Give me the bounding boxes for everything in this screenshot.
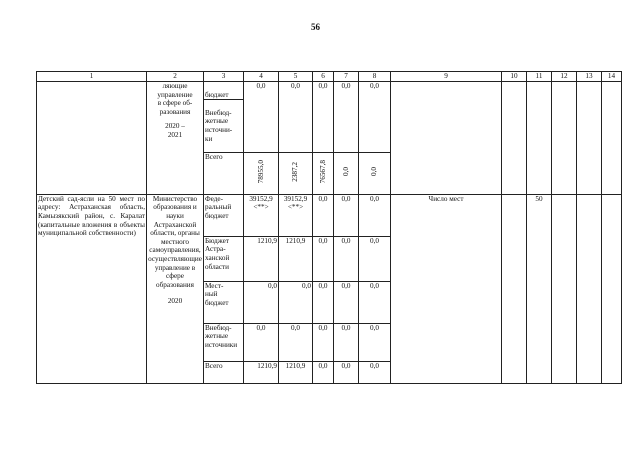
value-col8: 0,0	[359, 361, 391, 383]
value-col8: 0,0	[359, 194, 391, 236]
object-executor-cell	[147, 194, 204, 383]
cont-executor-line: ляющие	[162, 82, 188, 90]
cont-budget-tail: бюджет	[204, 91, 243, 101]
cont-row-offbudget	[37, 82, 622, 153]
cont-v7: 0,0	[334, 82, 359, 153]
cont-v6: 0,0	[313, 82, 334, 153]
value-col4: 1210,9	[244, 361, 279, 383]
cont-v5: 2387,2	[291, 162, 300, 182]
col-header: 1	[37, 72, 147, 82]
indicator-label: Число мест	[391, 194, 502, 383]
value-col8: 0,0	[359, 323, 391, 361]
value-col4: 39152,9 <**>	[244, 194, 279, 236]
cont-executor-line: в сфере об-	[157, 99, 193, 108]
col-header: 10	[502, 72, 527, 82]
obj-row-federal	[37, 194, 622, 236]
object-executor: Министерство образования и науки Астраханской области, органы местного самоуправления, осуществляющие управление в сфере образования	[148, 194, 202, 289]
value-col7: 0,0	[334, 236, 359, 281]
col-header: 14	[602, 72, 622, 82]
cont-v4: 0,0	[244, 82, 279, 153]
value-col5: 0,0	[279, 281, 313, 323]
col-header: 2	[147, 72, 204, 82]
col-header: 8	[359, 72, 391, 82]
col-header: 11	[527, 72, 552, 82]
cont-indicator-cell	[391, 82, 502, 195]
value-col5: 1210,9	[279, 236, 313, 281]
source-label: Бюджет Астра- ханской области	[204, 236, 244, 281]
cont-name-cell	[37, 82, 147, 195]
value-col4: 0,0	[244, 281, 279, 323]
cont-empty	[502, 82, 527, 195]
source-label: Внебюд- жетные источники	[204, 323, 244, 361]
cont-years: 2020 – 2021	[165, 122, 185, 139]
cont-source: Внебюд- жетные источни- ки	[205, 108, 233, 143]
value-col6: 0,0	[313, 281, 334, 323]
value-col5: 1210,9	[279, 361, 313, 383]
value-col7: 0,0	[334, 281, 359, 323]
source-label: Всего	[204, 361, 244, 383]
cont-v6: 76567,8	[318, 160, 327, 184]
col-header: 7	[334, 72, 359, 82]
col-header: 3	[204, 72, 244, 82]
col14-empty	[602, 194, 622, 383]
program-table	[36, 71, 622, 384]
value-col6: 0,0	[313, 236, 334, 281]
col-header: 12	[552, 72, 577, 82]
col-header: 6	[313, 72, 334, 82]
value-col8: 0,0	[359, 236, 391, 281]
col10-empty	[502, 194, 527, 383]
cont-executor-line: разования	[159, 107, 191, 116]
cont-empty	[552, 82, 577, 195]
value-col8: 0,0	[359, 281, 391, 323]
value-col7: 0,0	[334, 323, 359, 361]
col-header: 9	[391, 72, 502, 82]
col12-empty	[552, 194, 577, 383]
cont-v4: 78955,0	[256, 160, 265, 184]
col-header: 5	[279, 72, 313, 82]
value-col5: 39152,9 <**>	[279, 194, 313, 236]
cont-v7: 0,0	[341, 167, 350, 177]
value-col7: 0,0	[334, 194, 359, 236]
cont-empty	[602, 82, 622, 195]
col13-empty	[577, 194, 602, 383]
object-year: 2020	[167, 297, 183, 306]
indicator-value: 50	[527, 194, 552, 383]
value-col7: 0,0	[334, 361, 359, 383]
value-col6: 0,0	[313, 323, 334, 361]
object-name: Детский сад-ясли на 50 мест по адресу: Астраханская область, Камызякский район, с. Каралат (капитальные вложения в объекты муниципальной собственности)	[37, 194, 147, 383]
page-number: 56	[311, 22, 320, 32]
cont-v8: 0,0	[359, 82, 391, 153]
cont-empty	[577, 82, 602, 195]
cont-empty	[527, 82, 552, 195]
value-col6: 0,0	[313, 194, 334, 236]
cont-executor-line: управление	[157, 90, 193, 99]
cont-source: Всего	[204, 152, 244, 194]
value-col5: 0,0	[279, 323, 313, 361]
cont-v8: 0,0	[370, 167, 379, 177]
col-header: 4	[244, 72, 279, 82]
col-header: 13	[577, 72, 602, 82]
source-label: Мест- ный бюджет	[204, 281, 244, 323]
cont-executor-cell	[147, 82, 204, 195]
value-col4: 1210,9	[244, 236, 279, 281]
value-col4: 0,0	[244, 323, 279, 361]
value-col6: 0,0	[313, 361, 334, 383]
source-label: Феде- ральный бюджет	[204, 194, 244, 236]
column-number-row	[37, 72, 622, 82]
cont-v5: 0,0	[279, 82, 313, 153]
